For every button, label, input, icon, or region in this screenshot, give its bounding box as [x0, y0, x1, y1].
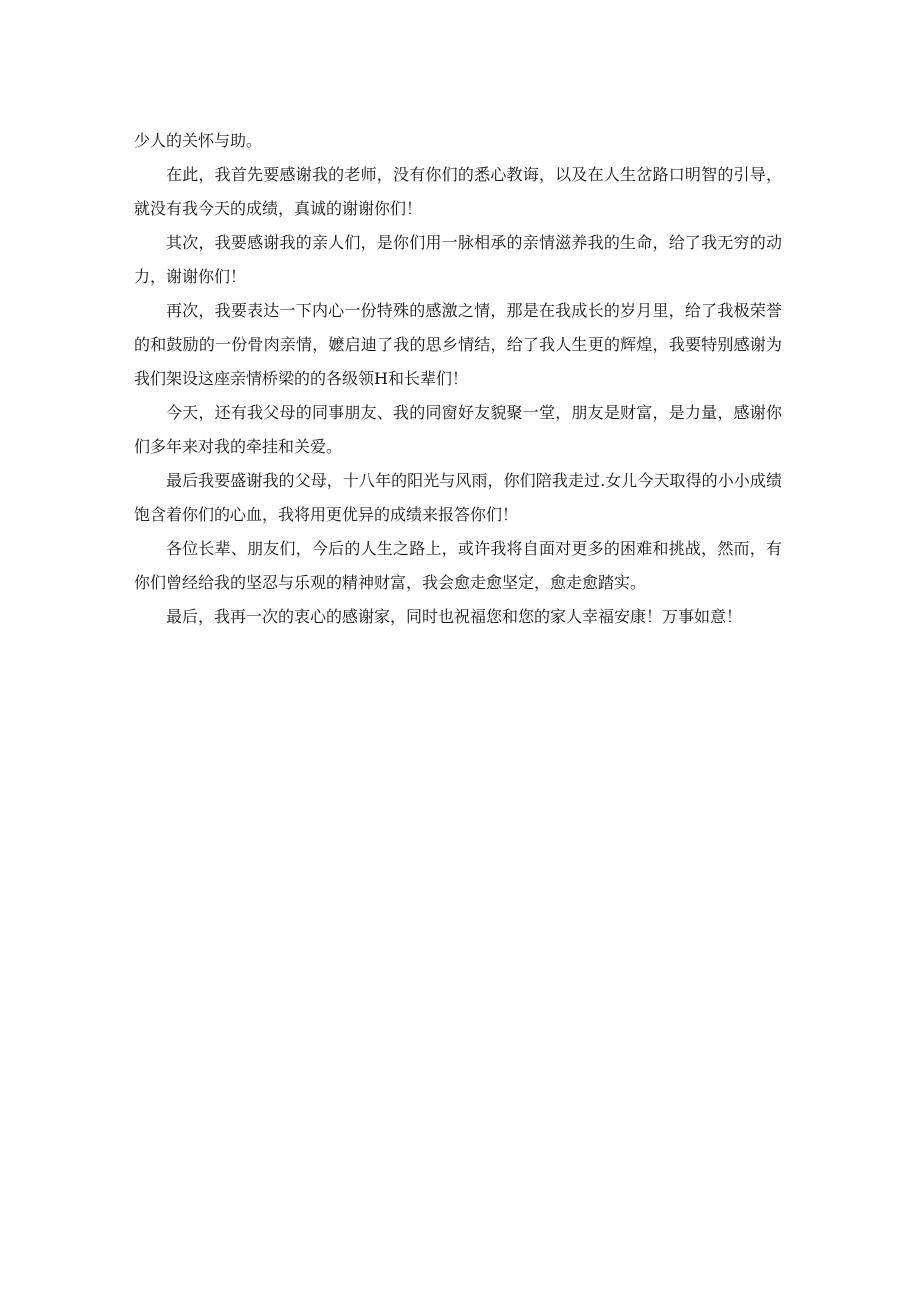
paragraph-thanks-friends: 今天，还有我父母的同事朋友、我的同窗好友貌聚一堂，朋友是财富，是力量，感谢你们多年来对我的牵挂和关爱。 [134, 403, 782, 456]
paragraph-closing: 最后，我再一次的衷心的感谢家，同时也祝福您和您的家人幸福安康！万事如意！ [166, 607, 743, 626]
paragraph-thanks-relatives: 其次，我要感谢我的亲人们，是你们用一脉相承的亲情滋养我的生命，给了我无穷的动力，谢谢你们！ [134, 233, 782, 286]
paragraph-continuation: 少人的关怀与助。 [134, 131, 263, 150]
paragraph-future: 各位长辈、朋友们，今后的人生之路上，或许我将自面对更多的困难和挑战，然而，有你们曾经给我的坚忍与乐观的精神财富，我会愈走愈坚定，愈走愈踏实。 [134, 539, 782, 592]
paragraph-thanks-teachers: 在此，我首先要感谢我的老师，没有你们的悉心教诲，以及在人生岔路口明智的引导，就没有我今天的成绩，真诚的谢谢你们！ [134, 165, 782, 218]
paragraph-special-gratitude: 再次，我要表达一下内心一份特殊的感激之情，那是在我成长的岁月里，给了我极荣誉的和鼓励的一份骨肉亲情，嬷启迪了我的思乡情结，给了我人生更的辉煌，我要特别感谢为我们架设这座亲情桥梁的的各级领H和长辈们！ [134, 301, 782, 388]
document-body [134, 124, 782, 634]
paragraph-thanks-parents: 最后我要盛谢我的父母，十八年的阳光与风雨，你们陪我走过.女儿今天取得的小小成绩饱含着你们的心血，我将用更优异的成绩来报答你们！ [134, 471, 782, 524]
